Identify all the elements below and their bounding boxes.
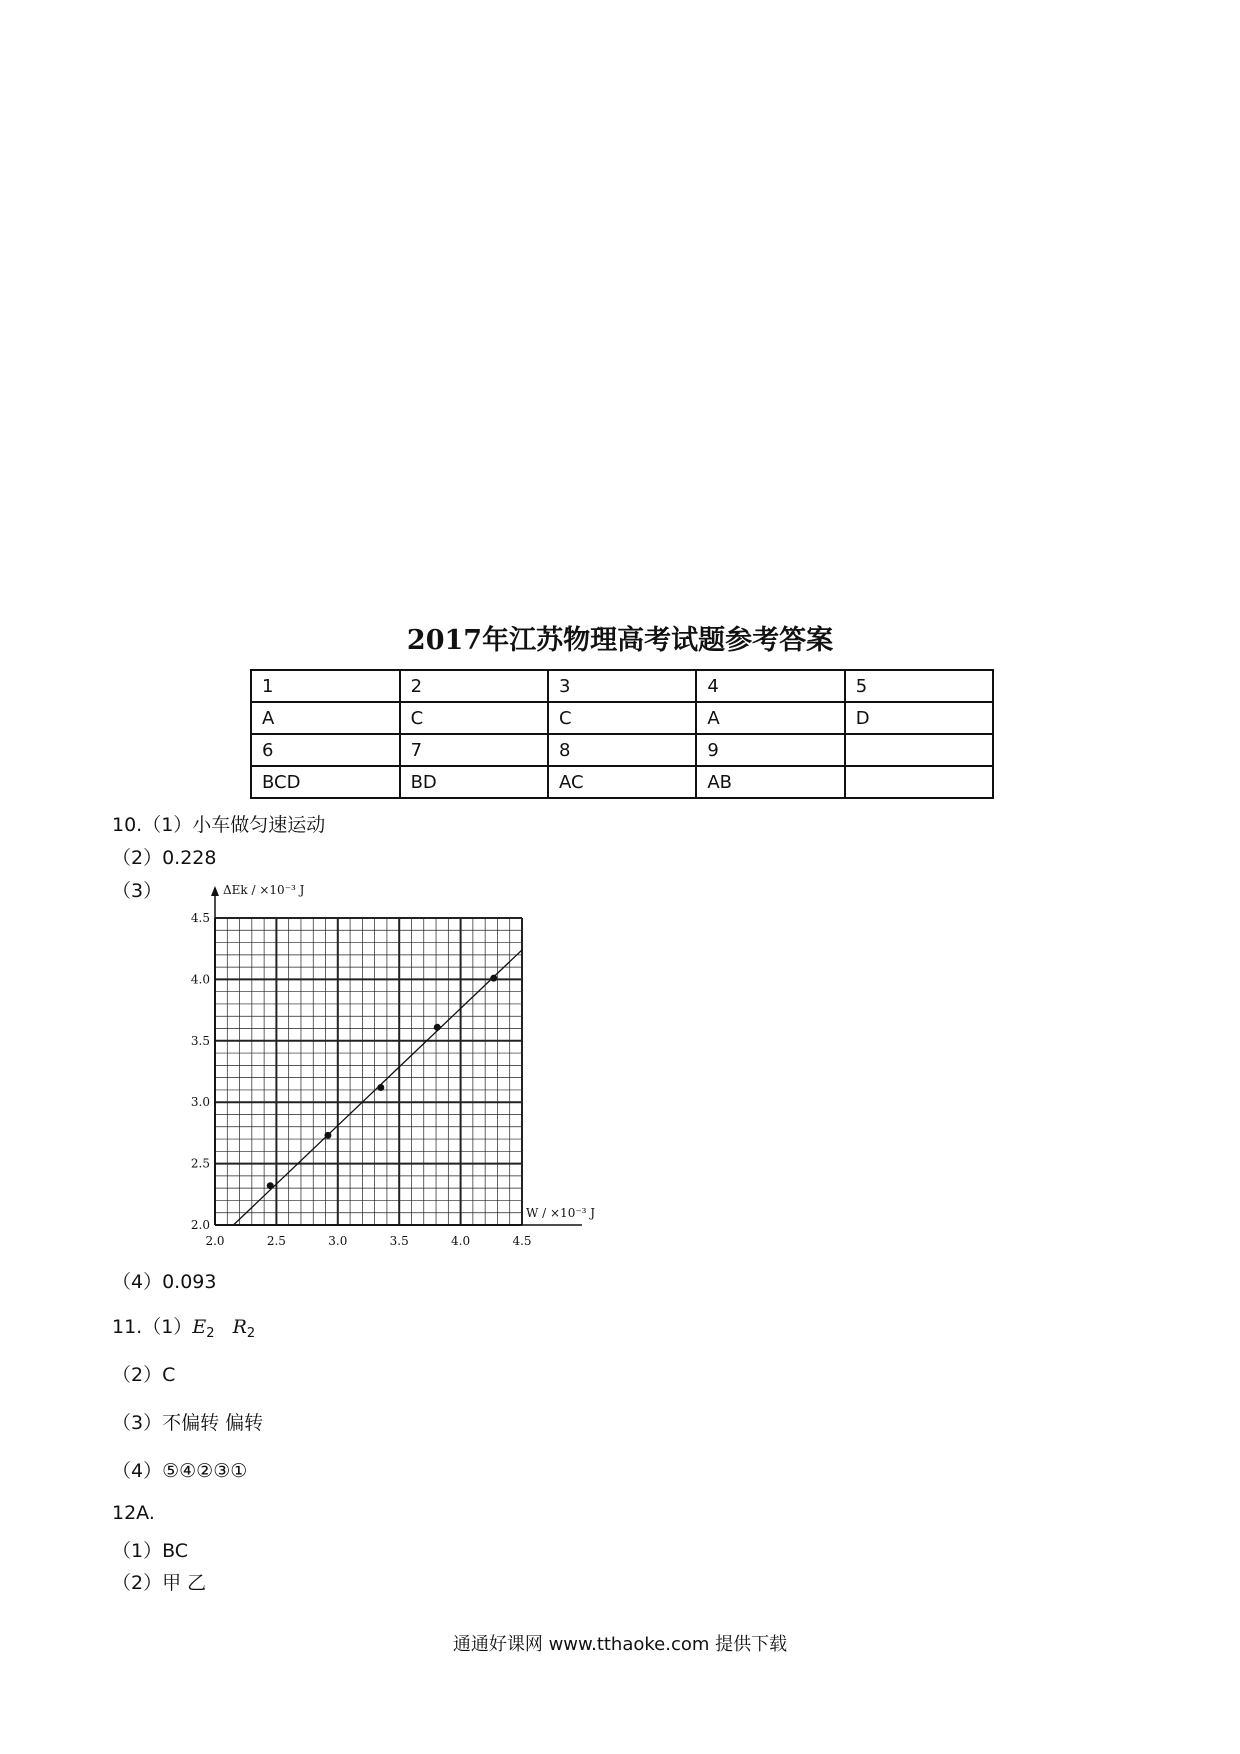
table-cell: A [251, 702, 400, 734]
q10-part1: 10.（1）小车做匀速运动 [112, 814, 326, 836]
data-point [324, 1132, 331, 1139]
ek-vs-w-chart [185, 880, 625, 1250]
data-point [434, 1024, 441, 1031]
q10-part4: （4）0.093 [112, 1271, 217, 1293]
y-tick-label: 3.0 [190, 1095, 210, 1110]
table-cell: A [696, 702, 844, 734]
table-cell: C [400, 702, 548, 734]
q12-heading: 12A. [112, 1502, 155, 1524]
table-cell: 7 [400, 734, 548, 766]
table-cell: 8 [548, 734, 696, 766]
y-axis-label: ΔEk / ×10⁻³ J [223, 883, 305, 897]
q11-part4: （4）⑤④②③① [112, 1460, 248, 1482]
y-tick-label: 2.0 [190, 1218, 210, 1232]
table-row [251, 734, 993, 766]
x-tick-label: 2.5 [266, 1234, 286, 1248]
table-cell: 1 [251, 670, 400, 702]
x-tick-label: 3.0 [328, 1234, 348, 1248]
q10-part2: （2）0.228 [112, 847, 217, 869]
q12-part1: （1）BC [112, 1540, 189, 1562]
table-cell: AC [548, 766, 696, 798]
y-tick-label: 3.5 [190, 1033, 210, 1048]
table-cell: 5 [845, 670, 993, 702]
table-cell: AB [696, 766, 844, 798]
x-tick-label: 3.5 [389, 1234, 409, 1248]
x-tick-label: 4.0 [451, 1234, 471, 1248]
q12-part2: （2）甲 乙 [112, 1572, 207, 1594]
q11-e-symbol: E [192, 1316, 207, 1338]
q11-e-sub: 2 [206, 1326, 215, 1341]
table-cell: 2 [400, 670, 548, 702]
table-cell [845, 734, 993, 766]
table-cell: BD [400, 766, 548, 798]
table-cell: 9 [696, 734, 844, 766]
table-cell: 3 [548, 670, 696, 702]
data-point [377, 1084, 384, 1091]
q11-part3: （3）不偏转 偏转 [112, 1412, 264, 1434]
table-cell: 6 [251, 734, 400, 766]
table-cell: BCD [251, 766, 400, 798]
table-row [251, 766, 993, 798]
table-row [251, 670, 993, 702]
x-tick-label: 2.0 [205, 1234, 225, 1248]
q11-r-sub: 2 [246, 1326, 256, 1341]
answer-table [250, 669, 994, 799]
x-tick-label: 4.5 [512, 1234, 532, 1248]
page-title: 2017年江苏物理高考试题参考答案 [406, 625, 834, 656]
table-row [251, 702, 993, 734]
x-axis-label: W / ×10⁻³ J [526, 1206, 596, 1220]
footer-credit: 通通好课网 www.tthaoke.com 提供下载 [452, 1634, 788, 1655]
q11-r-symbol: R [232, 1316, 247, 1338]
table-cell: D [845, 702, 993, 734]
data-point [267, 1182, 274, 1189]
y-axis-arrow [211, 886, 219, 896]
q11-part2: （2）C [112, 1364, 176, 1386]
q11-part1 [112, 1312, 255, 1341]
table-cell: 4 [696, 670, 844, 702]
q11-prefix: 11.（1） [112, 1316, 193, 1338]
data-point [490, 975, 497, 982]
table-cell [845, 766, 993, 798]
y-tick-label: 4.5 [190, 911, 210, 925]
table-cell: C [548, 702, 696, 734]
q10-part3: （3） [112, 880, 163, 902]
y-tick-label: 4.0 [190, 972, 210, 987]
y-tick-label: 2.5 [190, 1156, 210, 1171]
